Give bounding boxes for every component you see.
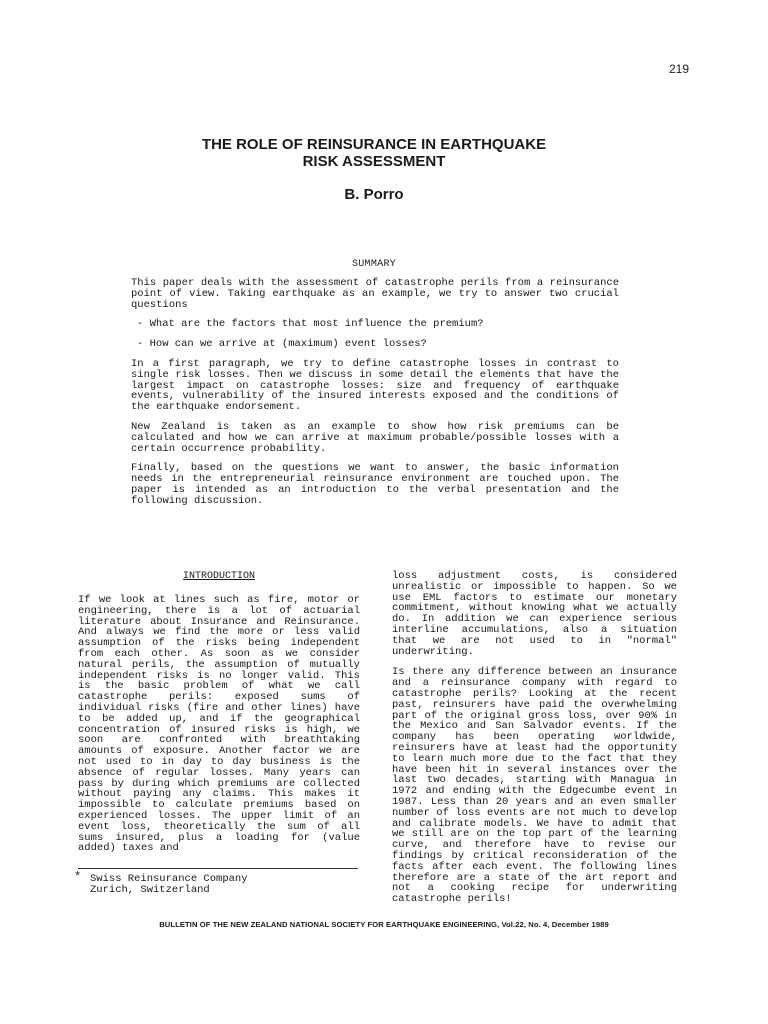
- summary-question-1: - What are the factors that most influence the premium?: [137, 318, 484, 331]
- body-paragraph: Is there any difference between an insurance and a reinsurance company with regard to catastrophe perils? Looking at the recent past, reinsurers have paid the overwhelming part of the original gross loss, over 90% in the Mexico and San Salvador events. If the company has been operating worldwide, reinsurers have at least had the opportunity to learn much more due to the fact that they have been hit in several instances over the last two decades, starting with Managua in 1972 and ending with the Edgecumbe event in 1987. Less than 20 years and an even smaller number of loss events are not much to develop and calibrate models. We have to admit that we still are on the top part of the learning curve, and therefore have to revise our findings by critical reconsideration of the facts after each event. The following lines therefore are a state of the art report and not a cooking recipe for underwriting catastrophe perils!: [392, 666, 677, 906]
- summary-question-2: - How can we arrive at (maximum) event losses?: [137, 338, 427, 351]
- introduction-paragraph: If we look at lines such as fire, motor or engineering, there is a lot of actuarial literature about Insurance and Reinsurance. And always we find the more or less valid assumption of the risks being independent from each other. As soon as we consider natural perils, the assumption of mutually independent risks is no longer valid. This is the basic problem of what we call catastrophe perils: exposed sums of individual risks (fire and other lines) have to be added up, and if the geographical concentration of insured risks is high, we soon are confronted with breathtaking amounts of exposure. Another factor we are not used to in day to day business is the absence of regular losses. Many years can pass by during which premiums are collected without paying any claims. This makes it impossible to calculate premiums based on experienced losses. The upper limit of an event loss, theoretically the sum of all sums insured, plus a loading for (value added) taxes and: [78, 594, 360, 855]
- body-paragraph: loss adjustment costs, is considered unrealistic or impossible to happen. So we use EML factors to estimate our monetary commitment, without knowing what we actually do. In addition we can experience serious interline accumulations, also a situation that we are not used to in "normal" underwriting.: [392, 570, 677, 658]
- left-column: [78, 571, 360, 854]
- right-column: [392, 571, 677, 915]
- author: B. Porro: [344, 186, 404, 203]
- page-number: 219: [668, 62, 689, 76]
- summary-intro: This paper deals with the assessment of catastrophe perils from a reinsurance point of view. Taking earthquake as an example, we try to answer two crucial questions: [131, 277, 619, 311]
- footnote-line: Swiss Reinsurance Company: [90, 873, 248, 885]
- summary-paragraph: In a first paragraph, we try to define catastrophe losses in contrast to single risk losses. Then we discuss in some detail the elements that have the largest impact on catastrophe losses: size and frequency of earthquake events, vulnerability of the insured interests exposed and the conditions of the earthquake endorsement.: [131, 357, 619, 414]
- footnote-line: Zurich, Switzerland: [90, 884, 210, 896]
- footnote-mark: *: [74, 870, 82, 884]
- journal-footer: BULLETIN OF THE NEW ZEALAND NATIONAL SOCIETY FOR EARTHQUAKE ENGINEERING, Vol.22, No. 4, December 1989: [159, 920, 609, 929]
- summary-paragraph: New Zealand is taken as an example to show how risk premiums can be calculated and how we can arrive at maximum probable/possible losses with a certain occurrence probability.: [131, 420, 619, 455]
- introduction-heading: INTRODUCTION: [182, 571, 255, 582]
- title-line-1: THE ROLE OF REINSURANCE IN EARTHQUAKE: [201, 136, 547, 153]
- title-line-2: RISK ASSESSMENT: [302, 153, 446, 170]
- footnote: [74, 870, 374, 896]
- footnote-divider: [78, 868, 358, 869]
- summary-heading: SUMMARY: [351, 259, 397, 270]
- summary-paragraph: Finally, based on the questions we want to answer, the basic information needs in the entrepreneurial reinsurance environment are touched upon. The paper is intended as an introduction to the verbal presentation and the following discussion.: [131, 462, 619, 507]
- summary-section: [131, 278, 619, 516]
- paper-title: [84, 136, 664, 170]
